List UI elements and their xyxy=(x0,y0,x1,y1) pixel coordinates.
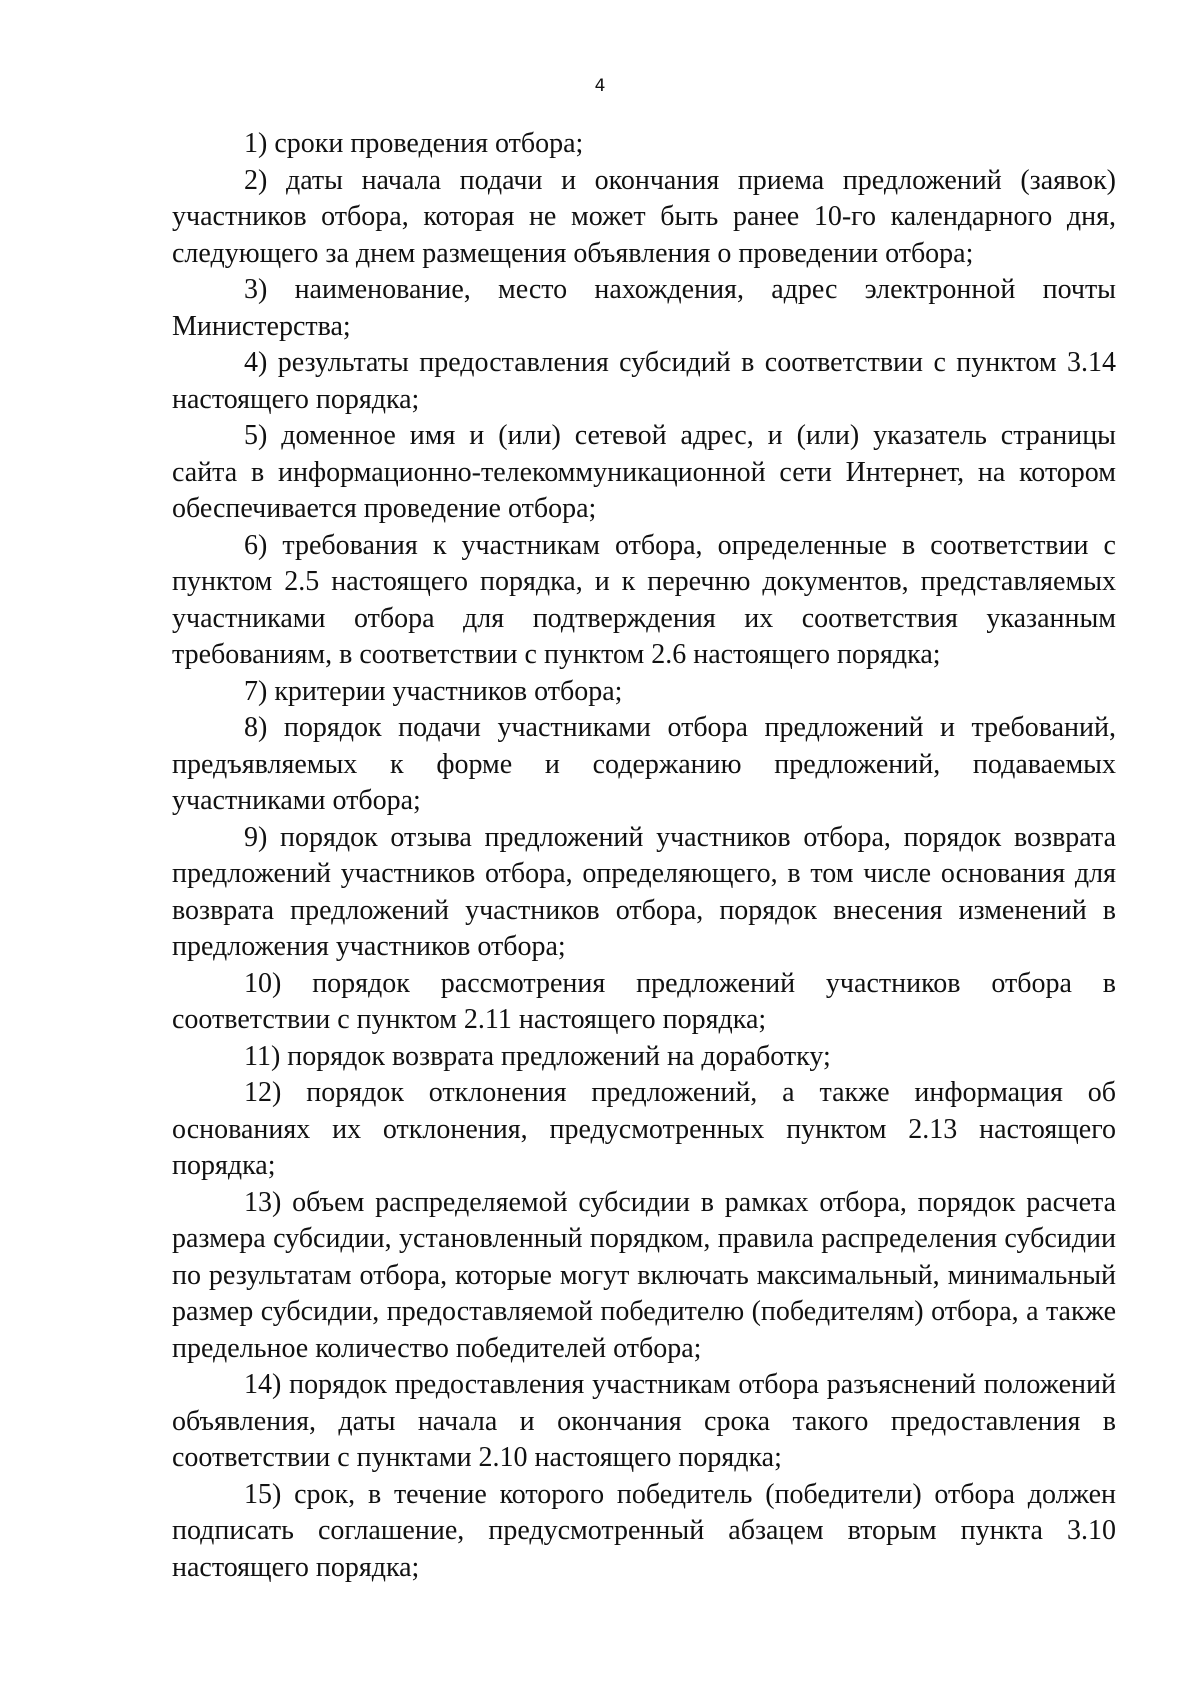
list-item: 4) результаты предоставления субсидий в соответствии с пунктом 3.14 настоящего порядка; xyxy=(172,347,1116,415)
list-item: 15) срок, в течение которого победитель (победители) отбора должен подписать соглашение, предусмотренный абзацем вторым пункта 3.10 настоящего порядка; xyxy=(172,1478,1116,1583)
list-item: 11) порядок возврата предложений на доработку; xyxy=(244,1040,831,1072)
list-item: 3) наименование, место нахождения, адрес электронной почты Министерства; xyxy=(172,274,1116,342)
list-item: 2) даты начала подачи и окончания приема предложений (заявок) участников отбора, которая не может быть ранее 10-го календарного дня, следующего за днем размещения объявления о проведении отбора; xyxy=(172,164,1116,269)
document-body xyxy=(172,126,1116,1586)
list-item: 10) порядок рассмотрения предложений участников отбора в соответствии с пунктом 2.11 настоящего порядка; xyxy=(172,967,1116,1035)
list-item: 14) порядок предоставления участникам отбора разъяснений положений объявления, даты начала и окончания срока такого предоставления в соответствии с пунктами 2.10 настоящего порядка; xyxy=(172,1369,1116,1473)
list-item: 9) порядок отзыва предложений участников отбора, порядок возврата предложений участников отбора, определяющего, в том числе основания для возврата предложений участников отбора, порядок внесения изменений в предложения участников отбора; xyxy=(172,821,1116,962)
list-item: 6) требования к участникам отбора, определенные в соответствии с пунктом 2.5 настоящего порядка, и к перечню документов, представляемых участниками отбора для подтверждения их соответствия указанным требованиям, в соответствии с пунктом 2.6 настоящего порядка; xyxy=(172,529,1116,670)
list-item: 13) объем распределяемой субсидии в рамках отбора, порядок расчета размера субсидии, установленный порядком, правила распределения субсидии по результатам отбора, которые могут включать максимальный, минимальный размер субсидии, предоставляемой победителю (победителям) отбора, а также предельное количество победителей отбора; xyxy=(172,1186,1116,1364)
list-item: 12) порядок отклонения предложений, а также информация об основаниях их отклонения, предусмотренных пунктом 2.13 настоящего порядка; xyxy=(172,1077,1116,1181)
list-item: 7) критерии участников отбора; xyxy=(244,675,623,707)
list-item: 5) доменное имя и (или) сетевой адрес, и (или) указатель страницы сайта в информационно-телекоммуникационной сети Интернет, на котором обеспечивается проведение отбора; xyxy=(172,420,1116,524)
list-item: 1) сроки проведения отбора; xyxy=(244,128,584,159)
list-item: 8) порядок подачи участниками отбора предложений и требований, предъявляемых к форме и содержанию предложений, подаваемых участниками отбора; xyxy=(172,712,1116,816)
page-number: 4 xyxy=(594,76,606,96)
